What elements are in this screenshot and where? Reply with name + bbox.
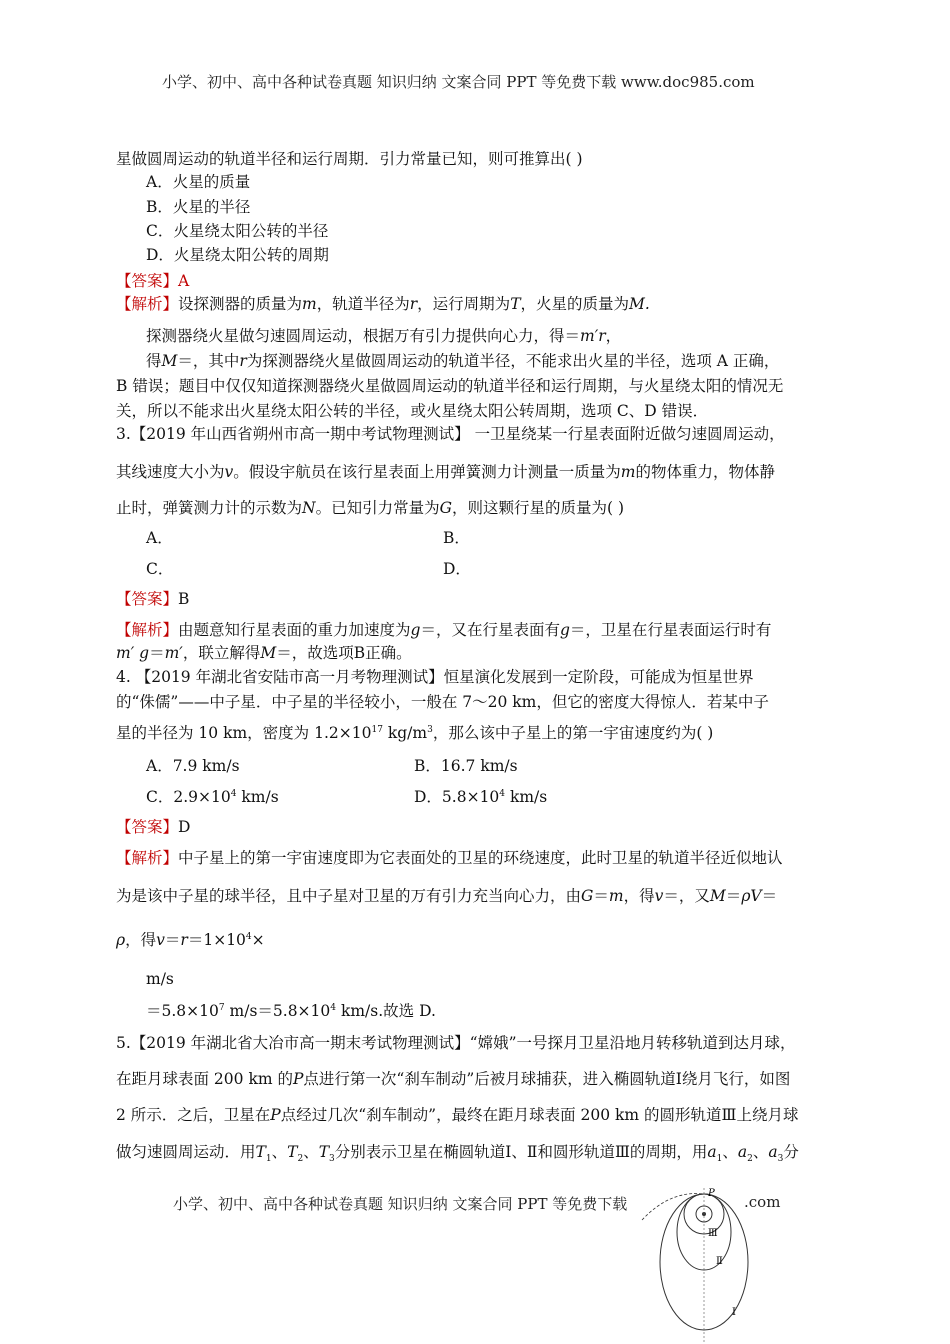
- transfer-orbit-curve: [642, 1194, 704, 1220]
- text: ，运行周期为: [417, 295, 511, 313]
- var: v: [156, 931, 165, 949]
- text: 、: [303, 1143, 319, 1161]
- text: ，则这颗行星的质量为( ): [451, 499, 625, 517]
- q4-analysis-line-5: [146, 1001, 436, 1021]
- text: ×: [251, 931, 265, 949]
- exponent: 3: [427, 724, 433, 735]
- q4-analysis-line-3: [116, 930, 265, 950]
- var: T: [318, 1143, 330, 1161]
- var: N: [302, 499, 316, 517]
- answer-value: B: [178, 590, 190, 608]
- var: G: [439, 499, 452, 517]
- var: g: [410, 621, 421, 639]
- orbit-figure: [640, 1180, 750, 1344]
- text: ＝: [593, 887, 609, 905]
- text: 探测器绕火星做匀速圆周运动，根据万有引力提供向心力，得＝: [146, 327, 581, 345]
- var: v: [224, 463, 234, 481]
- text: 。假设宇航员在该行星表面上用弹簧测力计测量一质量为: [233, 463, 621, 481]
- var: T: [255, 1143, 266, 1161]
- q3-analysis-line-1: [116, 620, 771, 640]
- text: 在距月球表面 200 km 的: [116, 1070, 293, 1088]
- text: ，得: [623, 887, 655, 905]
- q3-stem-line-1: 3.【2019 年山西省朔州市高一期中考试物理测试】 一卫星绕某一行星表面附近做匀速圆周运动，: [116, 425, 785, 443]
- text: km/s: [505, 788, 548, 806]
- answer-tag: 【答案】: [116, 590, 179, 608]
- subscript: 1: [716, 1154, 723, 1165]
- label-III: Ⅲ: [708, 1228, 718, 1239]
- text: ，: [605, 327, 622, 345]
- text: 分别表示卫星在椭圆轨道Ⅰ、Ⅱ和圆形轨道Ⅲ的周期，用: [334, 1143, 708, 1161]
- q4-analysis-line-1: [116, 848, 783, 868]
- q5-stem-line-2: [116, 1069, 790, 1089]
- text: ＝，又在行星表面有: [420, 621, 560, 639]
- var: r: [409, 295, 418, 313]
- var: ρV: [741, 887, 762, 905]
- var: P: [270, 1106, 281, 1124]
- var: M: [709, 887, 726, 905]
- q3-option-b: B．: [443, 529, 470, 547]
- q4-stem-line-3: [116, 723, 713, 743]
- var: M: [260, 644, 277, 662]
- text: 的物体重力，物体静: [635, 463, 776, 481]
- q3-analysis-line-2: [116, 643, 412, 663]
- q2-analysis-line-3: [146, 351, 779, 371]
- text: 为探测器绕火星做圆周运动的轨道半径，不能求出火星的半径，选项 A 正确，: [246, 352, 780, 370]
- analysis-tag: 【解析】: [116, 849, 179, 867]
- q4-option-b: B．16.7 km/s: [414, 757, 518, 775]
- q2-analysis-line-5: 关，所以不能求出火星绕太阳公转的半径，或火星绕太阳公转周期，选项 C、D 错误．: [116, 402, 709, 420]
- text: 为是该中子星的球半径，且中子星对卫星的万有引力充当向心力，由: [116, 887, 582, 905]
- var: v: [654, 887, 664, 905]
- q3-stem-line-3: [116, 498, 624, 518]
- var: r: [239, 352, 247, 370]
- text: 。已知引力常量为: [315, 499, 440, 517]
- var: a: [707, 1143, 717, 1161]
- exponent: 4: [330, 1002, 337, 1013]
- text: ，联立解得: [182, 644, 261, 662]
- text: 得: [146, 352, 162, 370]
- text: km/s.故选 D.: [336, 1002, 436, 1020]
- text: 其线速度大小为: [116, 463, 225, 481]
- label-I: Ⅰ: [732, 1307, 736, 1318]
- var: m′: [164, 644, 183, 662]
- text: ＝，其中: [177, 352, 240, 370]
- q3-stem-line-2: [116, 462, 775, 482]
- text: 中子星上的第一宇宙速度即为它表面处的卫星的环绕速度，此时卫星的轨道半径近似地认: [178, 849, 783, 867]
- answer-value: A: [178, 272, 190, 290]
- q3-answer: [116, 589, 189, 609]
- text: m/s＝5.8×10: [224, 1002, 331, 1020]
- subscript: 2: [747, 1154, 753, 1165]
- text: ＝: [164, 931, 181, 949]
- q5-stem-line-3: [116, 1105, 799, 1125]
- exponent: 7: [218, 1002, 225, 1013]
- var: M: [161, 352, 178, 370]
- q3-option-c: C．: [146, 560, 174, 578]
- label-P: P: [708, 1188, 715, 1199]
- text: ＝: [149, 644, 165, 662]
- exponent: 4: [230, 788, 237, 799]
- var: m′r: [580, 327, 606, 345]
- subscript: 3: [329, 1154, 335, 1165]
- var: T: [287, 1143, 298, 1161]
- q2-analysis-line-2: [146, 326, 621, 346]
- text: ＝，卫星在行星表面运行时有: [569, 621, 772, 639]
- page-footer-suffix: .com: [744, 1193, 781, 1211]
- subscript: 2: [297, 1154, 304, 1165]
- answer-tag: 【答案】: [116, 818, 179, 836]
- text: 设探测器的质量为: [178, 295, 303, 313]
- text: 星的半径为 10 km，密度为 1.2×10: [116, 724, 372, 742]
- q4-option-c: [146, 787, 279, 807]
- q5-stem-line-1: 5.【2019 年湖北省大冶市高一期末考试物理测试】“嫦娥”一号探月卫星沿地月转移轨道到达月球，: [116, 1034, 796, 1052]
- var: m: [608, 887, 624, 905]
- q4-stem-line-1: 4. 【2019 年湖北省安陆市高一月考物理测试】恒星演化发展到一定阶段，可能成为恒星世界: [116, 668, 754, 686]
- text: kg/m: [382, 724, 428, 742]
- text: ＝1×10: [187, 931, 246, 949]
- q2-analysis-line-1: [116, 294, 650, 314]
- answer-value: D: [178, 818, 191, 836]
- var: g: [559, 621, 570, 639]
- text: 做匀速圆周运动．用: [116, 1143, 256, 1161]
- subscript: 3: [777, 1154, 784, 1165]
- text: ＝5.8×10: [146, 1002, 219, 1020]
- q5-stem-line-4: [116, 1142, 799, 1165]
- q3-option-d: D．: [443, 560, 471, 578]
- text: 、: [271, 1143, 288, 1161]
- exponent: 4: [245, 931, 252, 942]
- q4-analysis-line-4: m/s: [146, 970, 174, 988]
- q2-option-d: D．火星绕太阳公转的周期: [146, 246, 329, 264]
- exponent: 17: [371, 724, 383, 735]
- page-footer: 小学、初中、高中各种试卷真题 知识归纳 文案合同 PPT 等免费下载: [173, 1195, 628, 1213]
- text: D．5.8×10: [414, 788, 500, 806]
- text: ＝，又: [663, 887, 710, 905]
- text: C．2.9×10: [146, 788, 231, 806]
- text: 分: [783, 1143, 799, 1161]
- q3-option-a: A．: [146, 529, 173, 547]
- text: ＝，故选项B正确。: [276, 644, 412, 662]
- q4-stem-line-2: 的“侏儒”——中子星．中子星的半径较小，一般在 7～20 km，但它的密度大得惊人．若某中子: [116, 693, 769, 711]
- q2-option-b: B．火星的半径: [146, 198, 251, 216]
- var: G: [581, 887, 594, 905]
- text: 2 所示．之后，卫星在: [116, 1106, 271, 1124]
- text: ＝: [725, 887, 742, 905]
- q4-analysis-line-2: [116, 886, 777, 906]
- var: P: [292, 1070, 304, 1088]
- var: m: [620, 463, 636, 481]
- text: ，那么该中子星上的第一宇宙速度约为( ): [432, 724, 714, 742]
- var: m: [302, 295, 317, 313]
- text: 由题意知行星表面的重力加速度为: [178, 621, 411, 639]
- var: a: [737, 1143, 748, 1161]
- answer-tag: 【答案】: [116, 272, 179, 290]
- q4-answer: [116, 817, 190, 837]
- var: r: [180, 931, 188, 949]
- var: ρ: [116, 931, 126, 949]
- q2-option-a: A．火星的质量: [146, 173, 251, 191]
- text: 点经过几次“刹车制动”，最终在距月球表面 200 km 的圆形轨道Ⅲ上绕月球: [280, 1106, 799, 1124]
- q2-stem: 星做圆周运动的轨道半径和运行周期．引力常量已知，则可推算出( ): [116, 150, 583, 168]
- text: 、: [752, 1143, 769, 1161]
- text: km/s: [236, 788, 279, 806]
- analysis-tag: 【解析】: [116, 621, 179, 639]
- page-header: 小学、初中、高中各种试卷真题 知识归纳 文案合同 PPT 等免费下载 www.doc985.com: [162, 73, 755, 91]
- q4-option-a: A．7.9 km/s: [146, 757, 240, 775]
- text: ，得: [125, 931, 157, 949]
- text: 点进行第一次“刹车制动”后被月球捕获，进入椭圆轨道Ⅰ绕月飞行，如图: [303, 1070, 791, 1088]
- text: 、: [722, 1143, 738, 1161]
- analysis-tag: 【解析】: [116, 295, 179, 313]
- subscript: 1: [265, 1154, 272, 1165]
- var: m′ g: [116, 644, 150, 662]
- q2-answer: [116, 271, 189, 291]
- var: a: [768, 1143, 778, 1161]
- text: 止时，弹簧测力计的示数为: [116, 499, 303, 517]
- text: ，轨道半径为: [316, 295, 410, 313]
- text: ＝: [761, 887, 778, 905]
- q2-option-c: C．火星绕太阳公转的半径: [146, 222, 329, 240]
- var: M.: [629, 295, 650, 313]
- q4-option-d: [414, 787, 547, 807]
- label-II: Ⅱ: [716, 1256, 723, 1267]
- exponent: 4: [499, 788, 506, 799]
- text: ，火星的质量为: [520, 295, 630, 313]
- q2-analysis-line-4: B 错误；题目中仅仅知道探测器绕火星做圆周运动的轨道半径和运行周期，与火星绕太阳的情况无: [116, 377, 784, 395]
- var: T: [510, 295, 521, 313]
